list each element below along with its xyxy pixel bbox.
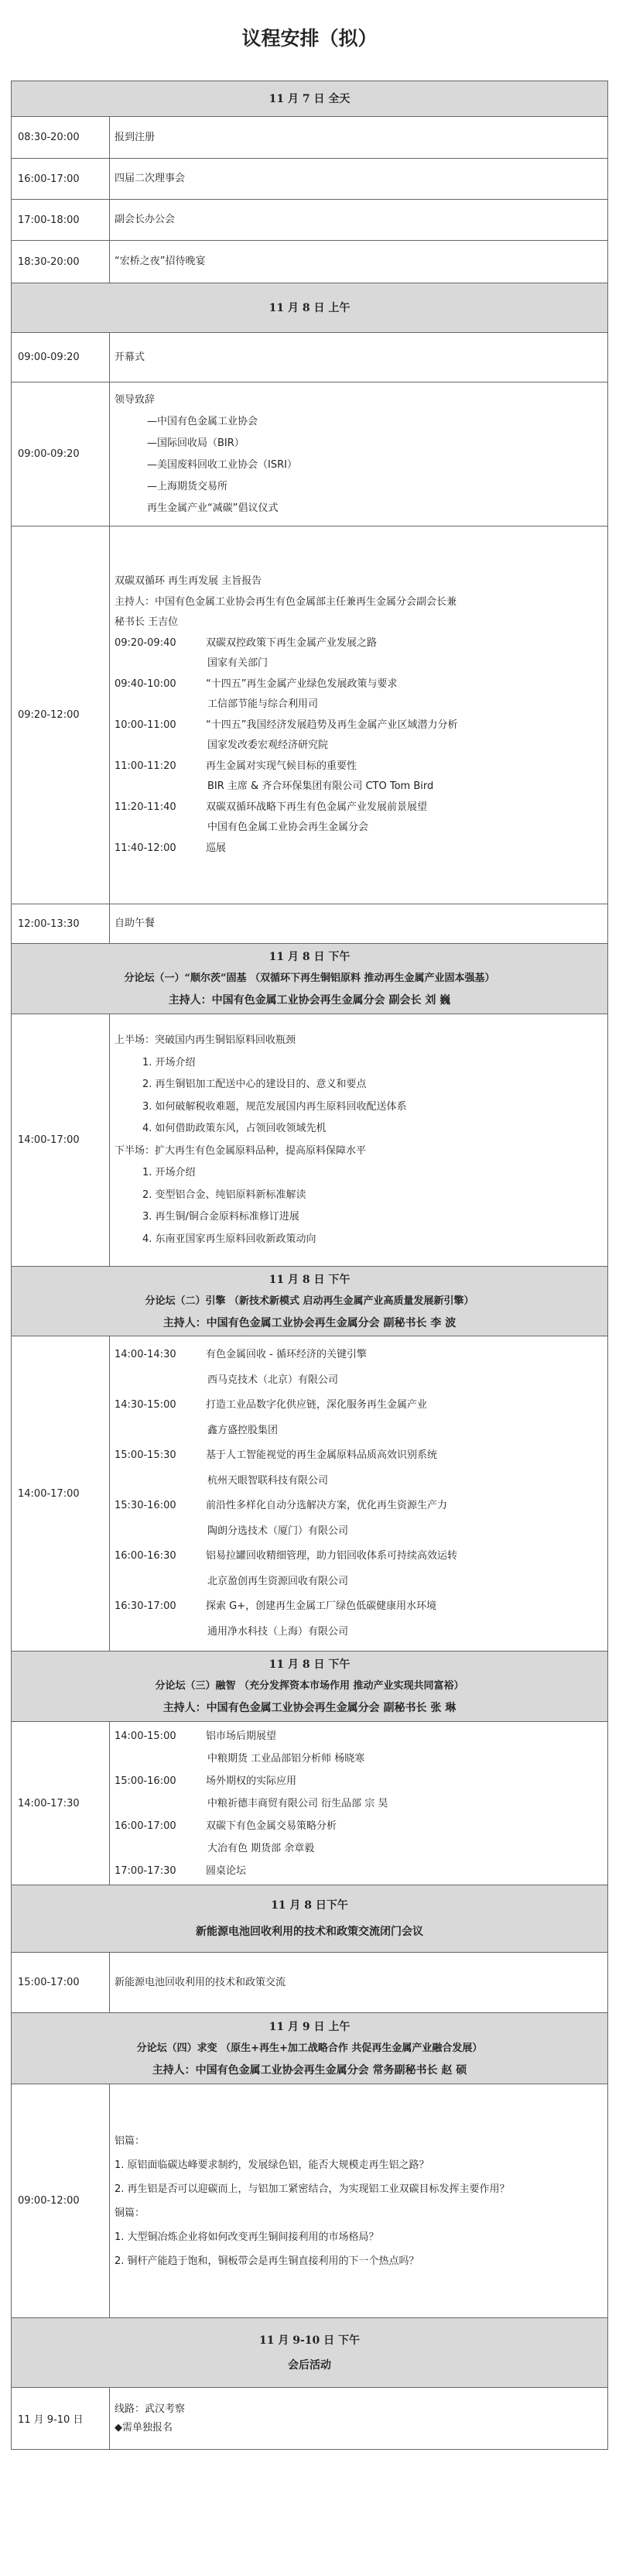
section-date: 11 月 8 日 下午	[268, 1273, 351, 1286]
table-row	[12, 1014, 608, 1267]
question-item: 1. 原铝面临碳达峰要求制约，发展绿色铝，能否大规模走再生铝之路？	[115, 2159, 429, 2171]
section-date: 11 月 8 日 下午	[268, 951, 351, 963]
time-cell: 15:00-17:00	[12, 1953, 110, 2013]
talk-item	[115, 1393, 603, 1418]
org-item: —美国废料回收工业协会（ISRI）	[147, 458, 297, 471]
section-header-forum4	[12, 2013, 608, 2084]
question-item: 1. 大型铜冶炼企业将如何改变再生铜间接利用的市场格局？	[115, 2231, 379, 2243]
talk-speaker: 国家发改委宏观经济研究院	[207, 739, 329, 751]
talk-time: 15:00-15:30	[115, 1449, 176, 1461]
talk-speaker: 中粮期货 工业品部铝分析师 杨晓寒	[207, 1752, 365, 1765]
talk-item	[115, 797, 603, 818]
talk-topic: 双碳双循环战略下再生有色金属产业发展前景展望	[206, 801, 428, 813]
time-cell: 17:00-18:00	[12, 200, 110, 241]
talk-item	[115, 715, 603, 736]
list-item: 2. 变型铝合金、纯铝原料新标准解读	[142, 1189, 306, 1201]
list-item: 1. 开场介绍	[142, 1167, 196, 1178]
content-cell: 副会长办公会	[110, 200, 608, 241]
talk-speaker: BIR 主席 & 齐合环保集团有限公司 CTO Tom Bird	[207, 780, 434, 792]
section-date: 11 月 8 日下午	[271, 1899, 348, 1912]
section-header-battery	[12, 1885, 608, 1953]
talk-time: 11:20-11:40	[115, 801, 176, 813]
list-item: 4. 东南亚国家再生原料回收新政策动向	[142, 1233, 316, 1245]
time-cell: 09:00-09:20	[12, 333, 110, 382]
talk-topic: 再生金属对实现气候目标的重要性	[206, 760, 357, 772]
time-cell: 11 月 9-10 日	[12, 2388, 110, 2450]
section-header-day1	[12, 81, 608, 117]
host-line: 主持人：中国有色金属工业协会再生有色金属部主任兼再生金属分会副会长兼	[115, 595, 457, 608]
talk-item	[115, 1494, 603, 1519]
content-cell	[110, 1014, 608, 1267]
forum-title: 分论坛（二）引擎 （新技术新模式 启动再生金属产业高质量发展新引擎）	[145, 1295, 474, 1307]
content-cell	[110, 2388, 608, 2450]
half-title: 上半场：突破国内再生铜铝原料回收瓶颈	[115, 1034, 296, 1046]
talk-time: 11:00-11:20	[115, 760, 176, 772]
org-item: 再生金属产业“减碳”倡议仪式	[147, 502, 279, 514]
talk-speaker: 杭州天眼智联科技有限公司	[207, 1474, 329, 1487]
table-row	[12, 1336, 608, 1652]
talk-item	[115, 633, 603, 654]
section-date: 11 月 9-10 日 下午	[258, 2334, 360, 2347]
talk-item	[115, 1815, 603, 1837]
talk-item	[115, 1544, 603, 1569]
talk-speaker: 通用净水科技（上海）有限公司	[207, 1625, 349, 1638]
content-cell	[110, 1722, 608, 1885]
talk-time: 16:00-17:00	[115, 1820, 176, 1832]
talk-topic: 场外期权的实际应用	[206, 1775, 297, 1787]
table-row	[12, 2084, 608, 2318]
list-item: 3. 如何破解税收难题，规范发展国内再生原料回收配送体系	[142, 1100, 407, 1113]
table-row	[12, 1722, 608, 1885]
report-title: 双碳双循环 再生再发展 主旨报告	[115, 575, 262, 587]
section-date: 11 月 8 日 下午	[268, 1658, 351, 1671]
content-cell	[110, 382, 608, 527]
talk-topic: 双碳双控政策下再生金属产业发展之路	[206, 636, 378, 649]
question-item: 2. 铜杆产能趋于饱和，铜板带会是再生铜直接利用的下一个热点吗？	[115, 2255, 419, 2267]
talk-item	[115, 1725, 603, 1748]
talk-time: 11:40-12:00	[115, 842, 176, 854]
talk-speaker: 中国有色金属工业协会再生金属分会	[207, 822, 369, 833]
forum-title: 分论坛（四）求变 （原生+再生+加工战略合作 共促再生金属产业融合发展）	[136, 2042, 483, 2054]
forum-host: 主持人：中国有色金属工业协会再生金属分会 副会长 刘 巍	[168, 994, 451, 1007]
section-header-text: 11 月 8 日 上午	[268, 301, 351, 314]
list-item: 4. 如何借助政策东风，占领回收领域先机	[142, 1123, 327, 1134]
time-cell: 16:00-17:00	[12, 159, 110, 200]
talk-topic: 铝易拉罐回收精细管理，助力铝回收体系可持续高效运转	[206, 1550, 458, 1562]
talk-speaker: 国家有关部门	[207, 657, 268, 669]
talk-speaker: 大冶有色 期货部 余章毅	[207, 1842, 315, 1854]
time-cell: 12:00-13:30	[12, 904, 110, 944]
talk-time: 16:00-16:30	[115, 1550, 176, 1562]
talk-item	[115, 839, 603, 859]
content-cell	[110, 527, 608, 904]
talk-item	[115, 1343, 603, 1368]
section-label: 铝篇：	[115, 2135, 145, 2147]
talk-speaker: 中粮祈德丰商贸有限公司 衍生品部 宗 昊	[207, 1797, 388, 1809]
talk-speaker: 工信部节能与综合利用司	[207, 698, 319, 710]
time-cell: 09:00-09:20	[12, 382, 110, 527]
talk-topic: 铝市场后期展望	[206, 1730, 277, 1742]
content-cell: 报到注册	[110, 117, 608, 159]
talk-time: 14:00-14:30	[115, 1349, 176, 1360]
time-cell: 14:00-17:30	[12, 1722, 110, 1885]
talk-speaker: 鑫方盛控股集团	[207, 1424, 279, 1436]
talk-time: 16:30-17:00	[115, 1600, 176, 1612]
talk-speaker: 西马克技术（北京）有限公司	[207, 1374, 339, 1386]
forum-host: 主持人：中国有色金属工业协会再生金属分会 常务副秘书长 赵 硕	[152, 2063, 467, 2077]
talk-item	[115, 1594, 603, 1620]
talk-time: 10:00-11:00	[115, 719, 176, 731]
table-row	[12, 1953, 608, 2013]
content-cell: “宏桥之夜”招待晚宴	[110, 241, 608, 283]
table-row	[12, 382, 608, 527]
question-item: 2. 再生铝是否可以迎碳而上，与铝加工紧密结合，为实现铝工业双碳目标发挥主要作用？	[115, 2183, 510, 2195]
org-item: —中国有色金属工业协会	[147, 415, 258, 427]
section-header-day2	[12, 283, 608, 333]
org-item: —上海期货交易所	[147, 480, 228, 492]
page-title: 议程安排（拟）	[241, 27, 378, 50]
talk-topic: “十四五”我国经济发展趋势及再生金属产业区域潜力分析	[206, 719, 458, 731]
list-item: 3. 再生铜/铜合金原料标准修订进展	[142, 1211, 299, 1223]
talk-topic: 基于人工智能视觉的再生金属原料品质高效识别系统	[206, 1449, 438, 1461]
meeting-title: 新能源电池回收利用的技术和政策交流闭门会议	[196, 1926, 423, 1938]
talk-topic: 圆桌论坛	[206, 1864, 247, 1877]
table-row	[12, 333, 608, 382]
talk-time: 09:20-09:40	[115, 636, 176, 649]
talk-topic: 探索 G+，创建再生金属工厂绿色低碳健康用水环境	[206, 1600, 437, 1612]
talk-topic: “十四五”再生金属产业绿色发展政策与要求	[206, 677, 398, 690]
talk-topic: 前沿性多样化自动分选解决方案，优化再生资源生产力	[206, 1500, 448, 1511]
talk-time: 15:30-16:00	[115, 1500, 176, 1511]
section-header-forum1	[12, 944, 608, 1014]
list-item: 1. 开场介绍	[142, 1056, 196, 1068]
talk-item	[115, 1770, 603, 1792]
talk-time: 17:00-17:30	[115, 1864, 176, 1877]
content-cell: 新能源电池回收利用的技术和政策交流	[110, 1953, 608, 2013]
table-row	[12, 904, 608, 944]
talk-time: 15:00-16:00	[115, 1775, 176, 1787]
table-row	[12, 241, 608, 283]
activity-title: 会后活动	[288, 2358, 331, 2372]
time-cell: 09:20-12:00	[12, 527, 110, 904]
forum-title: 分论坛（三）融智 （充分发挥资本市场作用 推动产业实现共同富裕）	[155, 1680, 464, 1692]
table-row	[12, 117, 608, 159]
agenda-table	[11, 81, 608, 2450]
talk-speaker: 陶朗分选技术（厦门）有限公司	[207, 1525, 349, 1537]
host-line: 秘书长 王吉位	[115, 616, 179, 628]
section-header-forum3	[12, 1652, 608, 1722]
time-cell: 14:00-17:00	[12, 1336, 110, 1652]
forum-host: 主持人：中国有色金属工业协会再生金属分会 副秘书长 张 琳	[162, 1702, 457, 1714]
talk-item	[115, 1860, 603, 1882]
table-row	[12, 159, 608, 200]
talk-item	[115, 674, 603, 695]
content-cell	[110, 2084, 608, 2318]
section-header-after	[12, 2318, 608, 2388]
table-row	[12, 527, 608, 904]
time-cell: 09:00-12:00	[12, 2084, 110, 2318]
agenda-page	[0, 23, 619, 2434]
talk-item	[115, 756, 603, 777]
talk-item	[115, 1443, 603, 1469]
content-cell: 开幕式	[110, 333, 608, 382]
content-cell	[110, 1336, 608, 1652]
content-cell: 自助午餐	[110, 904, 608, 944]
table-row	[12, 2388, 608, 2450]
list-item: 2. 再生铜铝加工配送中心的建设目的、意义和要点	[142, 1079, 367, 1090]
talk-topic: 双碳下有色金属交易策略分析	[206, 1820, 337, 1832]
time-cell: 14:00-17:00	[12, 1014, 110, 1267]
talk-time: 09:40-10:00	[115, 677, 176, 690]
half-title: 下半场：扩大再生有色金属原料品种，提高原料保障水平	[115, 1144, 367, 1157]
talk-topic: 打造工业品数字化供应链，深化服务再生金属产业	[206, 1399, 428, 1411]
talk-topic: 有色金属回收 - 循环经济的关键引擎	[206, 1349, 367, 1360]
route-text: 线路：武汉考察	[115, 2403, 186, 2415]
note-text: ◆需单独报名	[115, 2421, 173, 2434]
forum-title: 分论坛（一）“顺尔茨”固基 （双循环下再生铜铝原料 推动再生金属产业固本强基）	[124, 972, 495, 984]
talk-speaker: 北京盈创再生资源回收有限公司	[207, 1575, 349, 1587]
section-date: 11 月 9 日 上午	[268, 2020, 351, 2033]
table-row	[12, 200, 608, 241]
section-header-text: 11 月 7 日 全天	[268, 92, 351, 105]
leaders-title: 领导致辞	[115, 393, 156, 406]
org-item: —国际回收局（BIR）	[147, 437, 245, 449]
section-label: 铜篇：	[115, 2207, 145, 2219]
section-header-forum2	[12, 1267, 608, 1336]
talk-time: 14:00-15:00	[115, 1730, 176, 1742]
forum-host: 主持人：中国有色金属工业协会再生金属分会 副秘书长 李 波	[162, 1316, 457, 1329]
talk-topic: 巡展	[206, 842, 227, 854]
talk-time: 14:30-15:00	[115, 1399, 176, 1411]
time-cell: 18:30-20:00	[12, 241, 110, 283]
content-cell: 四届二次理事会	[110, 159, 608, 200]
time-cell: 08:30-20:00	[12, 117, 110, 159]
